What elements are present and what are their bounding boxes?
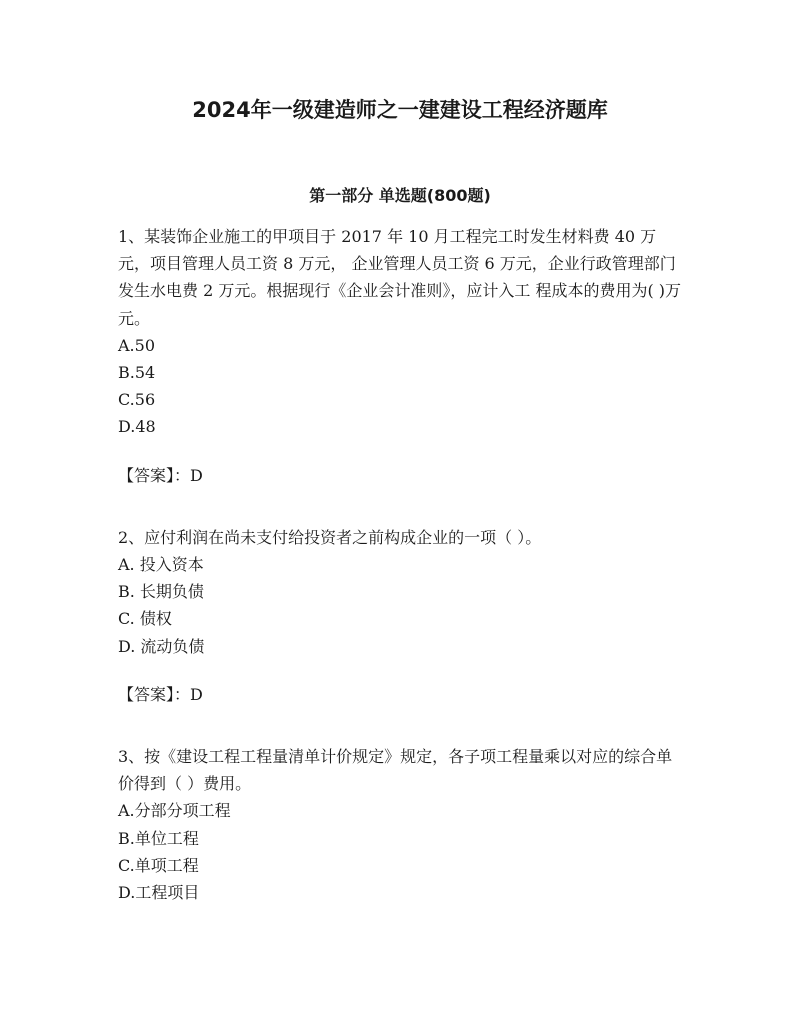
option-d: D. 流动负债 bbox=[118, 636, 205, 656]
option-c: C.56 bbox=[118, 390, 156, 410]
option-b: B.54 bbox=[118, 363, 156, 383]
option-a: A.分部分项工程 bbox=[118, 801, 231, 821]
answer-line: 【答案】：D bbox=[118, 684, 203, 704]
question-stem: 2、应付利润在尚未支付给投资者之前构成企业的一项（ ）。 bbox=[118, 527, 542, 547]
question-list bbox=[118, 223, 688, 927]
section-title: 第一部分 单选题(800题) bbox=[309, 186, 491, 205]
option-list bbox=[118, 797, 688, 906]
answer-line: 【答案】：D bbox=[118, 465, 203, 485]
option-a: A. 投入资本 bbox=[118, 555, 204, 575]
option-a: A.50 bbox=[118, 335, 155, 355]
option-list bbox=[118, 551, 688, 660]
question-3 bbox=[118, 743, 688, 906]
question-1 bbox=[118, 223, 688, 441]
option-c: C. 债权 bbox=[118, 609, 172, 629]
question-2 bbox=[118, 524, 688, 660]
option-list bbox=[118, 332, 688, 441]
option-d: D.48 bbox=[118, 417, 156, 437]
question-stem: 3、按《建设工程工程量清单计价规定》规定，各子项工程量乘以对应的综合单价得到（ ）费用。 bbox=[118, 747, 673, 794]
question-stem: 1、某装饰企业施工的甲项目于 2017 年 10 月工程完工时发生材料费 40 万元，项目管理人员工资 8 万元， 企业管理人员工资 6 万元，企业行政管理部门发生水电费 2 万元。根据现行《企业会计准则》，应计入工 程成本的费用为( )万元。 bbox=[118, 227, 682, 328]
option-b: B.单位工程 bbox=[118, 828, 199, 848]
option-b: B. 长期负债 bbox=[118, 582, 204, 602]
option-d: D.工程项目 bbox=[118, 883, 200, 903]
page-title: 2024年一级建造师之一建建设工程经济题库 bbox=[192, 98, 608, 122]
option-c: C.单项工程 bbox=[118, 855, 199, 875]
